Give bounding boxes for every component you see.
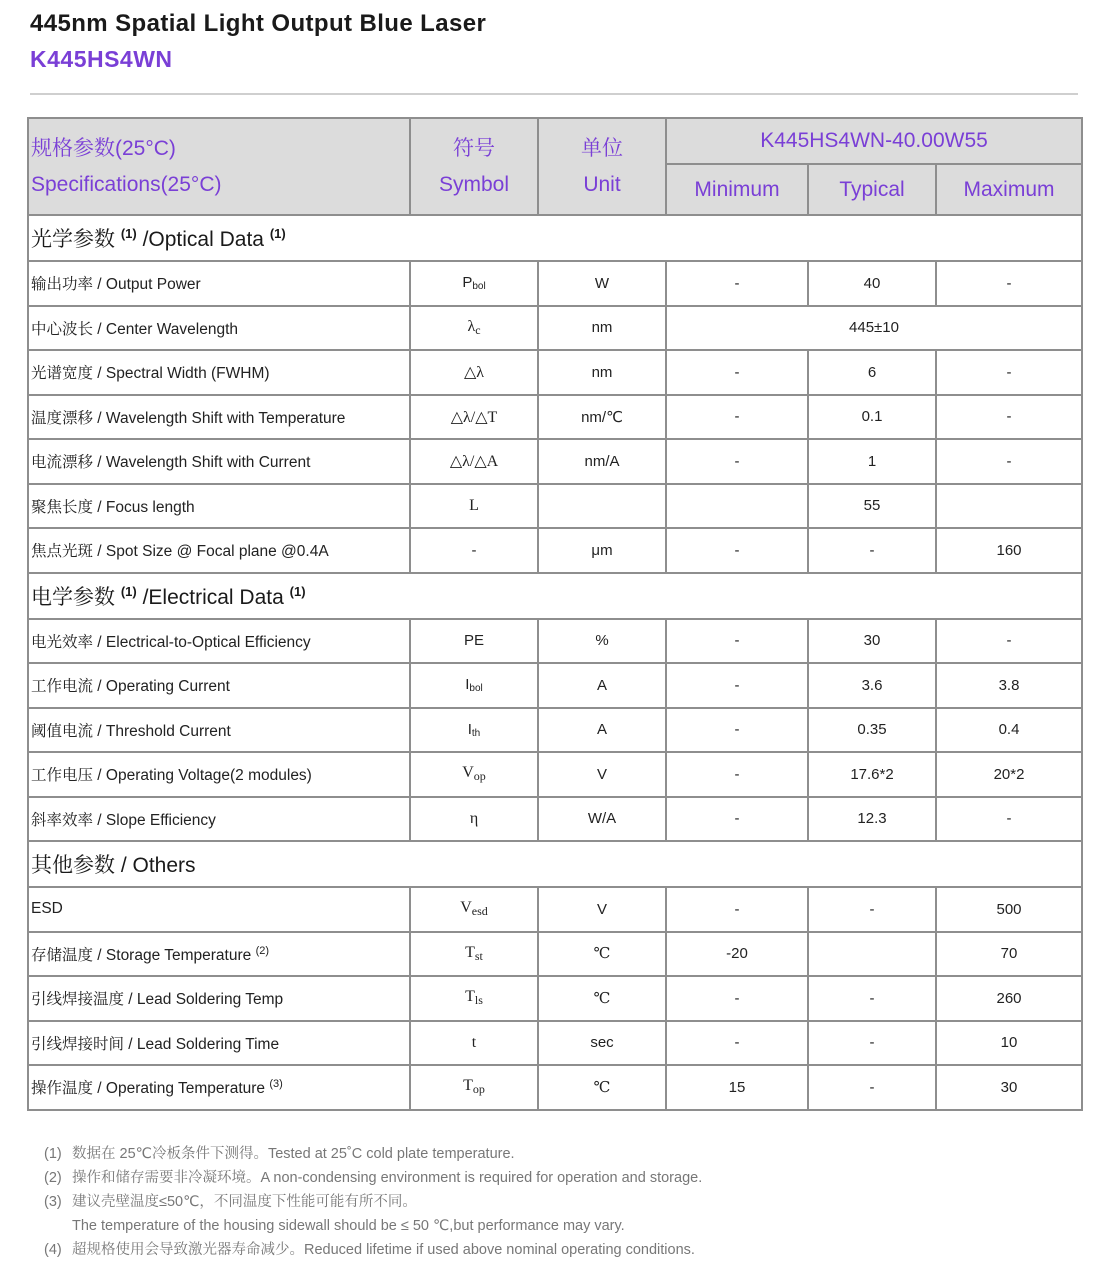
param-max: - <box>936 619 1082 664</box>
footnote <box>44 1214 702 1238</box>
section-footnote-ref: (1) <box>289 583 306 599</box>
param-symbol <box>410 1065 538 1110</box>
footnote <box>44 1190 702 1214</box>
param-symbol <box>410 395 538 440</box>
section-title-cell <box>28 841 1082 887</box>
param-symbol-subscript: op <box>472 1082 485 1097</box>
table-row <box>28 663 1082 708</box>
param-unit: A <box>538 708 666 753</box>
section-footnote-ref: (1) <box>120 226 137 241</box>
footnote <box>44 1238 702 1262</box>
param-typ: 40 <box>808 261 936 306</box>
param-typ: 12.3 <box>808 797 936 842</box>
param-symbol <box>410 663 538 708</box>
param-symbol-text: V <box>462 764 474 782</box>
table-row <box>28 395 1082 440</box>
param-max: - <box>936 797 1082 842</box>
param-typ: 6 <box>808 350 936 395</box>
param-min <box>666 484 808 529</box>
param-name <box>28 887 410 932</box>
param-name <box>28 395 410 440</box>
param-name-text: 斜率效率 / Slope Efficiency <box>31 811 216 829</box>
param-max: - <box>936 395 1082 440</box>
param-name <box>28 752 410 797</box>
param-max: 500 <box>936 887 1082 932</box>
param-max: 20*2 <box>936 752 1082 797</box>
section-optical <box>28 215 1082 261</box>
param-name <box>28 484 410 529</box>
footnotes <box>44 1142 702 1262</box>
section-electrical <box>28 573 1082 619</box>
section-footnote-ref: (1) <box>120 583 137 599</box>
footnote <box>44 1166 702 1190</box>
section-title: 其他参数 <box>31 854 115 877</box>
table-row <box>28 932 1082 977</box>
param-typ: 55 <box>808 484 936 529</box>
footnote-number: (4) <box>44 1242 62 1258</box>
table-row <box>28 350 1082 395</box>
unit-header-cell <box>538 118 666 215</box>
param-footnote-ref: (2) <box>255 944 270 957</box>
symbol-header-en: Symbol <box>438 172 510 196</box>
param-unit: A <box>538 663 666 708</box>
param-symbol-subscript: ls <box>474 993 483 1008</box>
section-title-en: / Others <box>120 854 196 877</box>
param-name <box>28 439 410 484</box>
param-min: - <box>666 1021 808 1066</box>
table-row <box>28 797 1082 842</box>
param-symbol-subscript: c <box>475 322 481 337</box>
param-typ: - <box>808 528 936 573</box>
param-name <box>28 797 410 842</box>
param-max: - <box>936 439 1082 484</box>
min-header: Minimum <box>666 164 808 215</box>
param-name-text: ESD <box>31 900 63 918</box>
param-symbol <box>410 752 538 797</box>
param-max: 70 <box>936 932 1082 977</box>
typ-header: Typical <box>808 164 936 215</box>
param-symbol-subscript: esd <box>471 904 488 919</box>
spec-header-cell <box>28 118 410 215</box>
param-symbol <box>410 261 538 306</box>
param-symbol <box>410 708 538 753</box>
param-typ: 30 <box>808 619 936 664</box>
table-row <box>28 619 1082 664</box>
param-name <box>28 1065 410 1110</box>
param-unit: W/A <box>538 797 666 842</box>
param-name-text: 操作温度 / Operating Temperature <box>31 1080 266 1098</box>
param-unit: V <box>538 887 666 932</box>
spec-header-cn: 规格参数(25°C) <box>31 136 176 160</box>
param-min: - <box>666 663 808 708</box>
param-unit: V <box>538 752 666 797</box>
param-typ <box>808 932 936 977</box>
param-symbol <box>410 932 538 977</box>
footnote-text: 建议壳壁温度≤50℃，不同温度下性能可能有所不同。 <box>72 1194 417 1210</box>
param-name <box>28 976 410 1021</box>
table-row <box>28 1021 1082 1066</box>
param-unit: nm/A <box>538 439 666 484</box>
param-name-text: 阈值电流 / Threshold Current <box>31 722 231 740</box>
param-unit: ℃ <box>538 976 666 1021</box>
page-title: 445nm Spatial Light Output Blue Laser <box>30 10 487 37</box>
param-unit: sec <box>538 1021 666 1066</box>
param-name <box>28 708 410 753</box>
param-typ: - <box>808 1065 936 1110</box>
param-symbol-subscript: bol <box>469 683 483 695</box>
spec-header-en: Specifications(25°C) <box>31 172 222 196</box>
param-min: - <box>666 350 808 395</box>
table-row <box>28 528 1082 573</box>
param-symbol <box>410 619 538 664</box>
footnote-text: 操作和储存需要非冷凝环境。A non-condensing environment is required for operation and storage. <box>72 1170 703 1186</box>
param-typ: 0.1 <box>808 395 936 440</box>
param-unit: μm <box>538 528 666 573</box>
param-name-text: 引线焊接时间 / Lead Soldering Time <box>31 1035 280 1053</box>
param-min: - <box>666 708 808 753</box>
param-value-merged: 445±10 <box>666 306 1082 351</box>
section-title-en: /Optical Data <box>142 228 264 251</box>
section-footnote-ref: (1) <box>269 226 286 241</box>
header-divider <box>30 93 1078 95</box>
table-row <box>28 261 1082 306</box>
param-symbol <box>410 484 538 529</box>
param-max: 30 <box>936 1065 1082 1110</box>
table-row <box>28 1065 1082 1110</box>
param-symbol <box>410 976 538 1021</box>
param-max: 160 <box>936 528 1082 573</box>
param-symbol-text: I <box>465 676 470 694</box>
param-name-text: 电光效率 / Electrical-to-Optical Efficiency <box>31 633 311 651</box>
symbol-header-cn: 符号 <box>453 136 495 160</box>
table-row <box>28 306 1082 351</box>
footnote <box>44 1142 702 1166</box>
param-name-text: 引线焊接温度 / Lead Soldering Temp <box>31 991 284 1009</box>
param-symbol <box>410 306 538 351</box>
param-min: - <box>666 976 808 1021</box>
param-max <box>936 484 1082 529</box>
param-unit: nm <box>538 350 666 395</box>
param-symbol-text: T <box>463 1077 473 1095</box>
table-row <box>28 439 1082 484</box>
param-unit: nm <box>538 306 666 351</box>
param-unit <box>538 484 666 529</box>
param-symbol-subscript: bol <box>472 281 486 293</box>
footnote-text: 数据在 25℃冷板条件下测得。Tested at 25˚C cold plate temperature. <box>72 1146 515 1162</box>
param-symbol <box>410 528 538 573</box>
param-min: -20 <box>666 932 808 977</box>
param-symbol-text: V <box>460 899 472 917</box>
param-symbol-text: η <box>469 809 479 827</box>
param-footnote-ref: (3) <box>269 1078 283 1091</box>
param-min: - <box>666 619 808 664</box>
param-symbol <box>410 1021 538 1066</box>
param-max: - <box>936 261 1082 306</box>
param-min: - <box>666 887 808 932</box>
model-header: K445HS4WN-40.00W55 <box>666 118 1082 164</box>
param-symbol-text: t <box>471 1033 477 1051</box>
param-name-text: 工作电流 / Operating Current <box>31 678 230 696</box>
footnote-number <box>44 1214 72 1238</box>
param-symbol <box>410 797 538 842</box>
param-symbol-text: PE <box>463 632 484 650</box>
param-name-text: 光谱宽度 / Spectral Width (FWHM) <box>31 365 270 383</box>
param-name <box>28 619 410 664</box>
param-min: - <box>666 439 808 484</box>
param-max: 260 <box>936 976 1082 1021</box>
max-header: Maximum <box>936 164 1082 215</box>
footnote-number: (3) <box>44 1194 62 1210</box>
param-name-text: 工作电压 / Operating Voltage(2 modules) <box>31 767 312 785</box>
param-min: - <box>666 797 808 842</box>
param-min: 15 <box>666 1065 808 1110</box>
param-typ: 0.35 <box>808 708 936 753</box>
table-row <box>28 976 1082 1021</box>
unit-header-cn: 单位 <box>581 136 623 160</box>
param-unit: ℃ <box>538 1065 666 1110</box>
param-symbol-text: L <box>469 496 479 514</box>
param-name <box>28 350 410 395</box>
param-unit: nm/℃ <box>538 395 666 440</box>
param-symbol <box>410 887 538 932</box>
footnote-number: (2) <box>44 1170 62 1186</box>
param-name-text: 输出功率 / Output Power <box>31 276 201 294</box>
param-name <box>28 1021 410 1066</box>
param-name <box>28 663 410 708</box>
param-name-text: 电流漂移 / Wavelength Shift with Current <box>31 454 311 472</box>
param-unit: % <box>538 619 666 664</box>
param-symbol-text: △λ/△T <box>450 408 498 426</box>
param-name <box>28 306 410 351</box>
param-typ: - <box>808 1021 936 1066</box>
param-name <box>28 932 410 977</box>
param-name-text: 温度漂移 / Wavelength Shift with Temperature <box>31 409 346 427</box>
param-min: - <box>666 528 808 573</box>
param-symbol-text: △λ <box>463 364 485 382</box>
param-symbol-text: - <box>471 541 477 559</box>
param-name <box>28 261 410 306</box>
param-symbol-subscript: th <box>471 727 481 739</box>
param-max: 3.8 <box>936 663 1082 708</box>
table-row <box>28 752 1082 797</box>
unit-header-en: Unit <box>583 172 621 196</box>
param-symbol <box>410 350 538 395</box>
param-name-text: 存储温度 / Storage Temperature <box>31 946 252 964</box>
param-max: - <box>936 350 1082 395</box>
param-max: 0.4 <box>936 708 1082 753</box>
param-unit: W <box>538 261 666 306</box>
param-typ: - <box>808 887 936 932</box>
section-title: 电学参数 <box>31 585 115 609</box>
param-typ: 1 <box>808 439 936 484</box>
param-typ: - <box>808 976 936 1021</box>
param-typ: 17.6*2 <box>808 752 936 797</box>
section-title: 光学参数 <box>31 228 115 251</box>
section-title-cell <box>28 215 1082 261</box>
param-symbol-text: P <box>462 274 473 292</box>
param-name-text: 焦点光斑 / Spot Size @ Focal plane @0.4A <box>31 543 329 561</box>
section-title-cell <box>28 573 1082 619</box>
param-name <box>28 528 410 573</box>
spec-table <box>27 117 1083 1111</box>
param-symbol-text: T <box>465 988 475 1006</box>
param-name-text: 聚焦长度 / Focus length <box>31 498 195 516</box>
section-others <box>28 841 1082 887</box>
param-max: 10 <box>936 1021 1082 1066</box>
table-row <box>28 484 1082 529</box>
model-number: K445HS4WN <box>30 46 173 72</box>
param-unit: ℃ <box>538 932 666 977</box>
footnote-text: The temperature of the housing sidewall should be ≤ 50 ℃,but performance may vary. <box>72 1218 625 1234</box>
param-min: - <box>666 395 808 440</box>
param-min: - <box>666 261 808 306</box>
section-title-en: /Electrical Data <box>142 585 284 609</box>
table-row <box>28 887 1082 932</box>
param-typ: 3.6 <box>808 663 936 708</box>
param-min: - <box>666 752 808 797</box>
table-row <box>28 708 1082 753</box>
param-symbol-text: △λ/△A <box>449 453 499 471</box>
footnote-number: (1) <box>44 1146 62 1162</box>
param-name-text: 中心波长 / Center Wavelength <box>31 320 239 338</box>
symbol-header-cell <box>410 118 538 215</box>
param-symbol-subscript: op <box>473 769 486 784</box>
param-symbol-text: T <box>465 943 475 961</box>
param-symbol-subscript: st <box>474 948 483 963</box>
footnote-text: 超规格使用会导致激光器寿命减少。Reduced lifetime if used above nominal operating conditions. <box>72 1242 695 1258</box>
param-symbol <box>410 439 538 484</box>
param-symbol-text: λ <box>467 317 476 335</box>
param-symbol-text: I <box>467 720 472 738</box>
